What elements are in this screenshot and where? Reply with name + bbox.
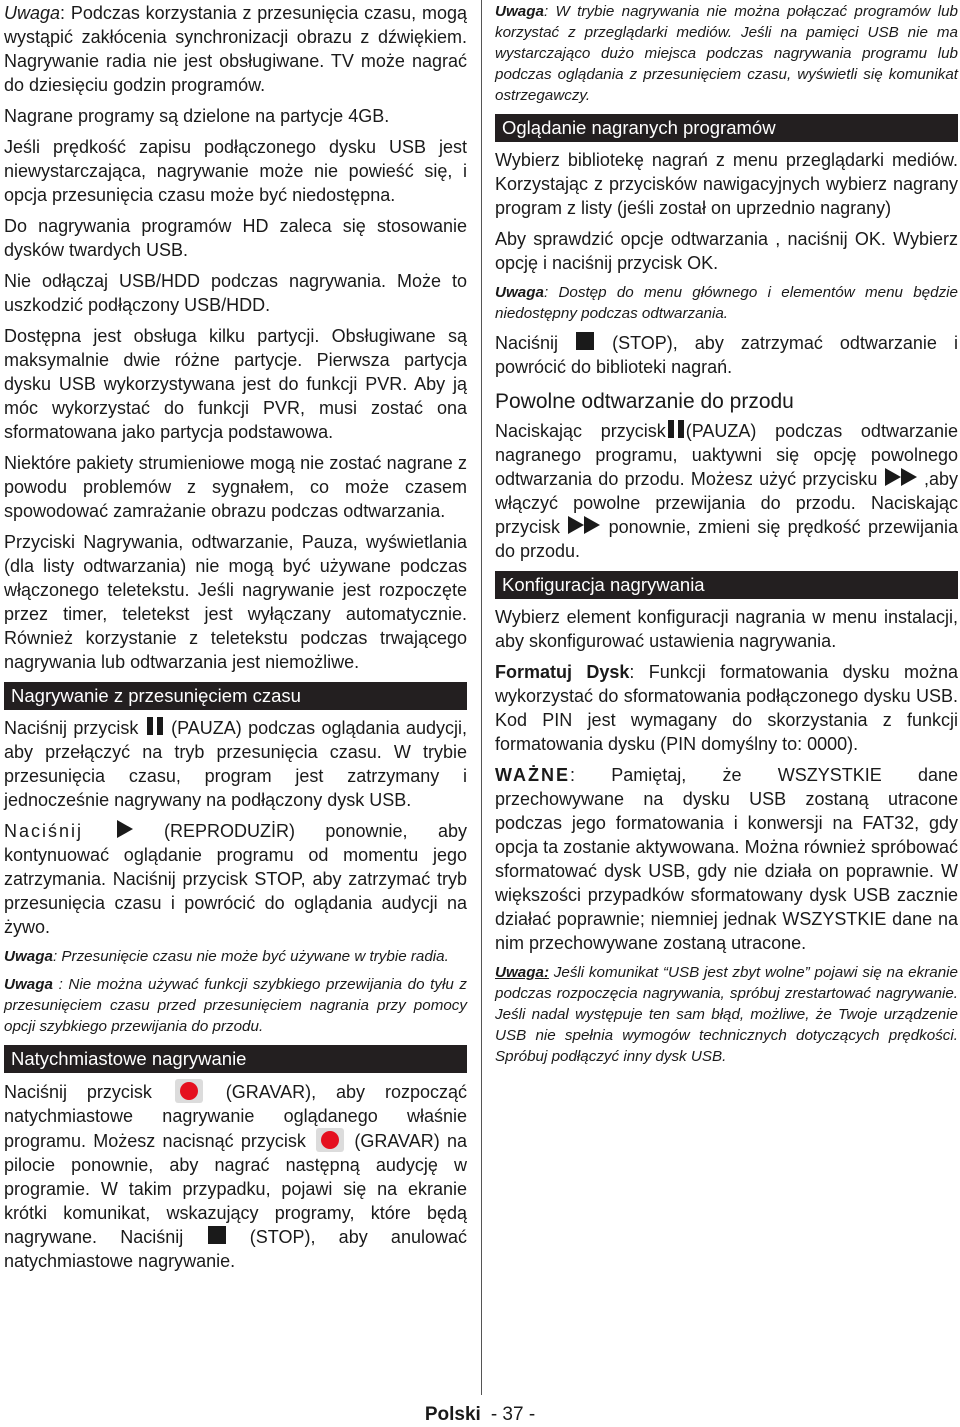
record-icon <box>316 1128 344 1152</box>
pause-icon <box>145 716 165 736</box>
stop-icon <box>575 331 595 351</box>
paragraph-library: Wybierz bibliotekę nagrań z menu przeglądarki mediów. Korzystając z przycisków nawigacyjnych wybierz nagrany program z listy (jeśli został on uprzednio nagrany) <box>495 150 958 218</box>
stop-icon <box>207 1225 227 1245</box>
record-icon <box>175 1079 203 1103</box>
note-timeshift-radio: Uwaga: Przesunięcie czasu nie może być używane w trybie radia. <box>4 948 449 965</box>
heading-slow-forward: Powolne odtwarzanie do przodu <box>495 390 794 413</box>
heading-watching-recordings: Oglądanie nagranych programów <box>495 114 958 142</box>
paragraph-slow-forward: Naciskając przycisk (PAUZA) podczas odtwarzanie nagranego programu, uaktywni się opcję powolnego odtwarzania do przodu. Możesz użyć przycisku ,aby włączyć powolne przewijania do przodu. Naciskając przycisk ponownie, zmieni się prędkość przewijania do przodu. <box>495 421 958 561</box>
column-divider <box>481 0 482 1395</box>
fast-forward-icon <box>567 515 601 535</box>
paragraph-write-speed: Jeśli prędkość zapisu podłączonego dysku USB jest niewystarczająca, nagrywanie może nie powieść się, i opcja przesunięcia czasu może być niedostępna. <box>4 137 467 205</box>
paragraph-format-disk: Formatuj Dysk: Funkcji formatowania dysku można wykorzystać do sformatowania podłączonego dysku USB. Kod PIN jest wymagany do skorzystania z funkcji formatowania dysku (PIN domyślny to: 0000). <box>495 662 958 754</box>
paragraph-hd: Do nagrywania programów HD zaleca się stosowanie dysków twardych USB. <box>4 216 467 260</box>
paragraph-stop-playback: Naciśnij (STOP), aby zatrzymać odtwarzanie i powrócić do biblioteki nagrań. <box>495 333 958 377</box>
fast-forward-icon <box>884 467 918 487</box>
paragraph-config: Wybierz element konfiguracji nagrania w menu instalacji, aby skonfigurować ustawienia nagrywania. <box>495 607 958 651</box>
paragraph-timeshift-pause: Naciśnij przycisk (PAUZA) podczas oglądania audycji, aby przełączyć na tryb przesunięcia czasu. W trybie przesunięcia czasu, program jest zatrzymany i jednocześnie nagrywany na podłączony dysk USB. <box>4 718 467 810</box>
paragraph-teletext: Przyciski Nagrywania, odtwarzanie, Pauza, wyświetlania (dla listy odtwarzania) nie mogą być używane podczas włączonego teletekstu. Jeśli nagrywanie jest rozpoczęte przez timer, teletekst jest wyłączany automatycznie. Również korzystanie z teletekstu podczas trwającego nagrywania lub odtwarzania jest niemożliwe. <box>4 532 467 672</box>
note-sync: Uwaga: Podczas korzystania z przesunięcia czasu, mogą wystąpić zakłócenia synchronizacji obrazu z dźwiękiem. Nagrywanie radia nie jest obsługiwane. TV może nagrać do dziesięciu godzin programów. <box>4 3 467 95</box>
heading-instant-recording: Natychmiastowe nagrywanie <box>4 1045 467 1073</box>
paragraph-playback-options: Aby sprawdzić opcje odtwarzania , naciśnij OK. Wybierz opcję i naciśnij przycisk OK. <box>495 229 958 273</box>
right-column <box>495 0 958 1067</box>
paragraph-disconnect: Nie odłączaj USB/HDD podczas nagrywania. Może to uszkodzić podłączony USB/HDD. <box>4 271 467 315</box>
pause-icon <box>666 419 686 439</box>
note-main-menu: Uwaga: Dostęp do menu głównego i elementów menu będzie niedostępny podczas odtwarzania. <box>495 284 958 322</box>
heading-timeshift: Nagrywanie z przesunięciem czasu <box>4 682 467 710</box>
paragraph-instant-recording: Naciśnij przycisk (GRAVAR), aby rozpocząć natychmiastowe nagrywanie oglądanego właśnie programu. Możesz nacisnąć przycisk (GRAVAR) na pilocie ponownie, aby nagrać następną audycję w programie. W takim przypadku, pojawi się na ekranie krótki komunikat, wskazujący programy, które będą nagrywane. Naciśnij (STOP), aby anulować natychmiastowe nagrywanie. <box>4 1079 467 1273</box>
page-number: - 37 - <box>490 1404 536 1425</box>
paragraph-timeshift-play: Naciśnij (REPRODUZİR) ponownie, aby kontynuować oglądanie programu od momentu jego zatrzymania. Naciśnij przycisk STOP, aby zatrzymać tryb przesunięcia czasu i powrócić do oglądania audycji na żywo. <box>4 821 467 937</box>
paragraph-multi-partition: Dostępna jest obsługa kilku partycji. Obsługiwane są maksymalnie dwie różne partycje. Pierwsza partycja dysku USB wykorzystywana jest do funkcji PVR. Aby ją móc wykorzystać do funkcji PVR, musi zostać ona sformatowana jako partycja podstawowa. <box>4 326 467 442</box>
paragraph-streams: Niektóre pakiety strumieniowe mogą nie zostać nagrane z powodu problemów z sygnałem, co może czasem spowodować zamrażanie obrazu podczas odtwarzania. <box>4 453 467 521</box>
play-icon <box>114 819 134 839</box>
note-rewind: Uwaga : Nie można używać funkcji szybkiego przewijania do tyłu z przesunięciem czasu przed przesunięciem nagrania przy pomocy opcji szybkiego przewijania do przodu. <box>4 976 467 1035</box>
paragraph-partitions: Nagrane programy są dzielone na partycje 4GB. <box>4 106 390 126</box>
left-column <box>4 0 467 1273</box>
heading-recording-config: Konfiguracja nagrywania <box>495 571 958 599</box>
note-label: Uwaga <box>4 3 61 23</box>
page-footer <box>0 1404 960 1426</box>
paragraph-important: WAŻNE: Pamiętaj, że WSZYSTKIE dane przechowywane na dysku USB zostaną utracone podczas jego formatowania i konwersji na FAT32, gdy opcja ta zostanie aktywowana. Można również spróbować sformatować dysk USB, gdy nie działa on poprawnie. W większości przypadków sformatowany dysk USB zacznie działać poprawnie; niemniej jednak WSZYSTKIE dane na nim przechowywane zostaną utracone. <box>495 765 958 953</box>
note-recording-mode: Uwaga: W trybie nagrywania nie można połączać programów lub korzystać z przeglądarki mediów. Jeśli na pamięci USB nie ma wystarczająco dużo miejsca podczas nagrywania programu lub podczas oglądania z przesunięciem czasu, wyświetli się komunikat ostrzegawczy. <box>495 3 958 104</box>
note-usb-slow: Uwaga: Jeśli komunikat “USB jest zbyt wolne” pojawi się na ekranie podczas rozpoczęcia nagrywania, spróbuj zrestartować nagrywanie. Jeśli nadal występuje ten sam błąd, możliwe, że Twoje urządzenie USB nie spełnia wymogów technicznych dotyczących prędkości. Spróbuj podłączyć inny dysk USB. <box>495 964 958 1065</box>
footer-language: Polski <box>424 1404 481 1425</box>
